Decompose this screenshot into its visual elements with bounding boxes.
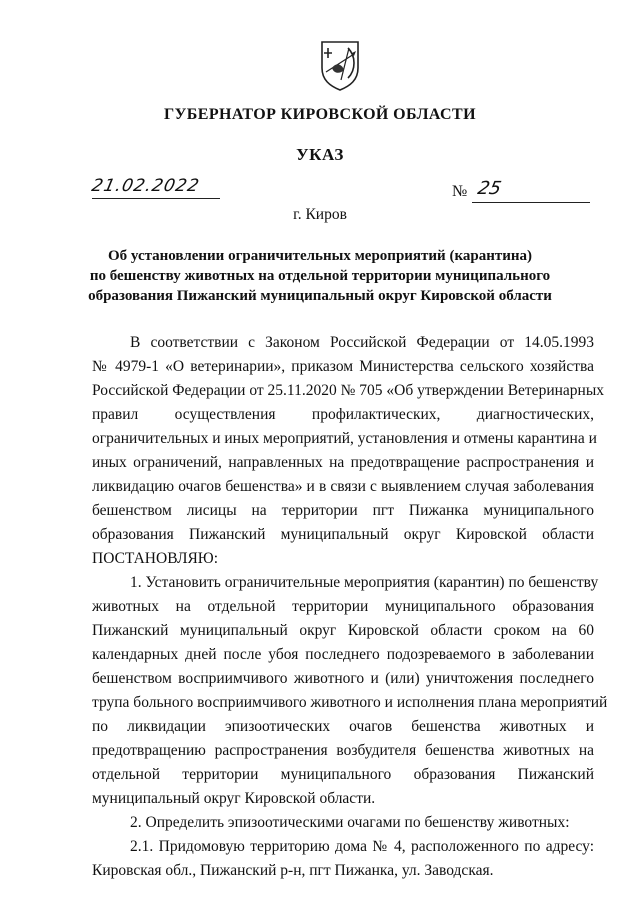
document-number: 25 [475, 178, 504, 199]
body-line: Пижанский муниципальный округ Кировской области сроком на 60 [92, 622, 594, 639]
coat-of-arms-icon [318, 38, 362, 92]
document-type: УКАЗ [296, 145, 344, 164]
body-line: ликвидацию очагов бешенства» и в связи с выявлением случая заболевания [92, 478, 594, 495]
date-underline [92, 198, 220, 199]
body-line: по ликвидации эпизоотических очагов бешенства животных и [92, 718, 594, 735]
body-line: отдельной территории муниципального образования Пижанский [92, 766, 594, 783]
body-line: календарных дней после убоя последнего подозреваемого в заболевании [92, 646, 594, 663]
title-line: Об установлении ограничительных мероприятий (карантина) [107, 248, 532, 264]
body-line: образования Пижанский муниципальный округ Кировской области [92, 526, 594, 543]
title-line: по бешенству животных на отдельной территории муниципального [89, 268, 551, 284]
issuing-authority: ГУБЕРНАТОР КИРОВСКОЙ ОБЛАСТИ [164, 106, 476, 123]
body-line: трупа больного восприимчивого животного и исполнения плана мероприятий [92, 694, 608, 711]
document-date: 21.02.2022 [89, 176, 202, 196]
body-line: 2. Определить эпизоотическими очагами по бешенству животных: [130, 814, 570, 831]
body-line: бешенством восприимчивого животного и (или) уничтожения последнего [92, 670, 594, 687]
body-line: правил осуществления профилактических, диагностических, [92, 406, 594, 423]
body-line: 1. Установить ограничительные мероприятия (карантин) по бешенству [130, 574, 599, 591]
body-line: Российской Федерации от 25.11.2020 № 705 «Об утверждении Ветеринарных [92, 382, 604, 399]
resolution-keyword: ПОСТАНОВЛЯЮ: [92, 550, 219, 567]
body-line: ограничительных и иных мероприятий, установления и отмены карантина и [92, 430, 597, 447]
body-line: животных на отдельной территории муниципального образования [92, 598, 594, 615]
body-line: Кировская обл., Пижанский р-н, пгт Пижанка, ул. Заводская. [92, 862, 494, 879]
body-line: предотвращению распространения возбудителя бешенства животных на [92, 742, 594, 759]
body-line: В соответствии с Законом Российской Федерации от 14.05.1993 [130, 334, 594, 351]
body-line: иных ограничений, направленных на предотвращение распространения и [92, 454, 594, 471]
document-body [92, 331, 608, 883]
body-line: № 4979-1 «О ветеринарии», приказом Министерства сельского хозяйства [92, 358, 594, 375]
body-line: бешенством лисицы на территории пгт Пижанка муниципального [92, 502, 594, 519]
title-line: образования Пижанский муниципальный округ Кировской области [88, 288, 552, 304]
body-line: 2.1. Придомовую территорию дома № 4, расположенного по адресу: [130, 838, 594, 855]
number-underline [472, 202, 590, 203]
number-label: № [452, 183, 468, 200]
city: г. Киров [293, 206, 347, 223]
document-title [80, 246, 560, 306]
body-line: муниципальный округ Кировской области. [92, 790, 376, 807]
